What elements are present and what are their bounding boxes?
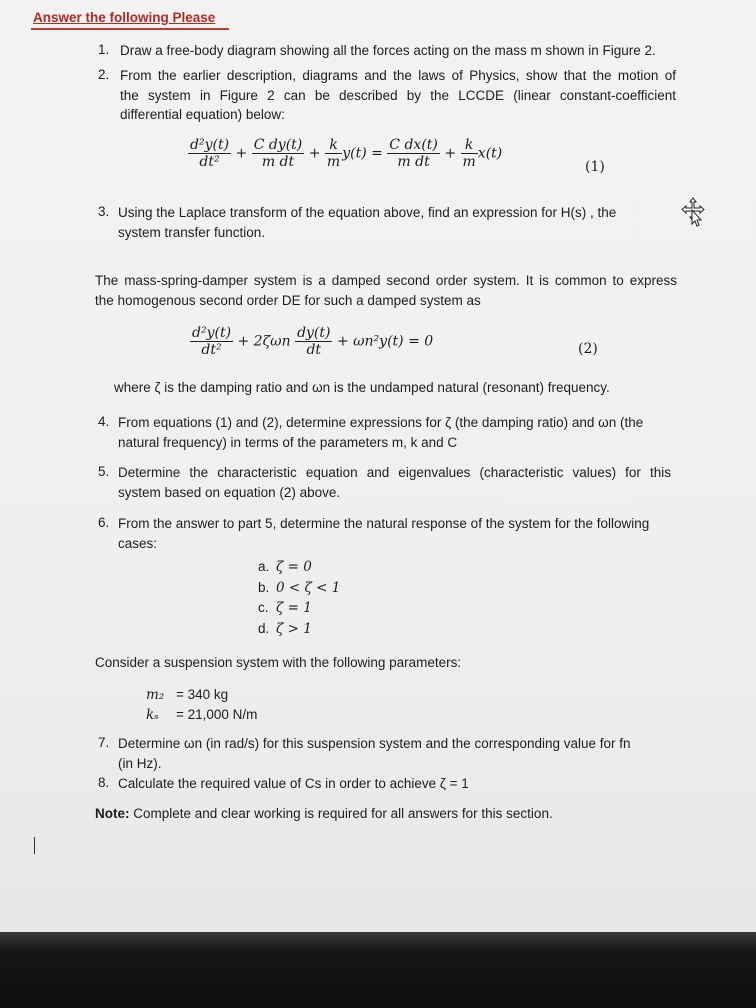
note-label: Note: — [95, 806, 130, 821]
item-7-line-2: (in Hz). — [118, 755, 162, 771]
eq1-term-cdx: $\frac{\text{C dx(t)}}{\text{m dt}}$ — [389, 137, 438, 170]
item-6-line-1: From the answer to part 5, determine the natural response of the system for the following — [118, 516, 650, 531]
item-5-line-1: Determine the characteristic equation and eigenvalues (characteristic values) for this — [118, 465, 671, 480]
item-8-text: Calculate the required value of Cs in order to achieve ζ = 1 — [118, 776, 469, 791]
eq1-term-kx: $\frac{k}{m}$ — [462, 137, 476, 170]
cases-list — [258, 557, 340, 639]
item-4-text — [118, 413, 643, 452]
item-2-number: 2. — [98, 67, 110, 82]
item-5-line-2: system based on equation (2) above. — [118, 484, 341, 500]
case-a: a. ζ = 0 — [258, 559, 312, 575]
eq1-term-d2y: $\frac{\text{d²y(t)}}{\text{dt²}}$ — [190, 137, 230, 170]
item-2-text — [120, 66, 676, 125]
eq1-term-k: $\frac{k}{m}$ — [326, 137, 341, 170]
param-stiffness: kₛ = 21,000 N/m — [146, 707, 258, 723]
item-7-text — [118, 734, 631, 773]
item-4-number: 4. — [98, 414, 110, 429]
item-2-line-1: From the earlier description, diagrams and the laws of Physics, show that the motion of — [120, 68, 676, 83]
eq1-term-cdy: $\frac{\text{C dy(t)}}{\text{m dt}}$ — [253, 137, 303, 170]
case-b: b. 0 < ζ < 1 — [258, 579, 341, 596]
item-6-line-2: cases: — [118, 535, 158, 551]
equation-2: $\frac{\text{d²y(t)}}{\text{dt²}}$ + 2ζωn $\frac{dy(t)}{dt}$ + ωn²y(t) = 0 — [192, 325, 434, 358]
item-3-line-2: system transfer function. — [118, 224, 266, 240]
param-mass: m₂ = 340 kg — [146, 687, 229, 703]
paragraph-line-1: The mass-spring-damper system is a damped second order system. It is common to express — [95, 273, 677, 288]
item-4-line-2: natural frequency) in terms of the parameters m, k and C — [118, 434, 458, 450]
eq2-term-dy: $\frac{dy(t)}{dt}$ — [297, 325, 331, 358]
screen-bezel — [0, 932, 756, 1008]
item-6-number: 6. — [98, 515, 110, 530]
where-line: where ζ is the damping ratio and ωn is the undamped natural (resonant) frequency. — [114, 380, 610, 395]
equation-2-number: (2) — [578, 341, 598, 357]
item-4-line-1: From equations (1) and (2), determine expressions for ζ (the damping ratio) and ωn (the — [118, 415, 644, 430]
note-text: Complete and clear working is required for all answers for this section. — [133, 806, 553, 821]
item-3-text — [118, 203, 616, 242]
item-2-line-3: differential equation) below: — [120, 107, 285, 122]
paragraph-line-2: the homogenous second order DE for such a damped system as — [95, 292, 481, 308]
page-heading: Answer the following Please — [33, 10, 216, 25]
item-3-number: 3. — [98, 204, 110, 219]
item-1-text: Draw a free-body diagram showing all the forces acting on the mass m shown in Figure 2. — [120, 43, 656, 58]
suspension-intro: Consider a suspension system with the following parameters: — [95, 655, 462, 670]
note — [95, 804, 553, 824]
item-8-number: 8. — [98, 775, 110, 790]
text-cursor — [34, 837, 35, 854]
equation-1: $\frac{\text{d²y(t)}}{\text{dt²}}$ + $\frac{\text{C dy(t)}}{\text{m dt}}$ + $\frac{k}{m}$ y(t) = $\frac{\text{C dx(t)}}{\text{m dt}}$ + $\frac{k}{m}$ x(t) — [190, 137, 503, 170]
item-1-number: 1. — [98, 42, 110, 57]
item-3-line-1: Using the Laplace transform of the equation above, find an expression for H(s) , the — [118, 205, 617, 220]
item-7-number: 7. — [98, 735, 110, 750]
item-5-text — [118, 463, 671, 502]
parameter-list — [146, 685, 257, 725]
equation-1-number: (1) — [585, 159, 605, 175]
item-2-line-2: the system in Figure 2 can be described by the LCCDE (linear constant-coefficient — [120, 87, 676, 103]
heading-underline — [31, 28, 229, 30]
case-c: c. ζ = 1 — [258, 600, 312, 616]
item-5-number: 5. — [98, 464, 110, 479]
eq2-term-d2y: $\frac{\text{d²y(t)}}{\text{dt²}}$ — [192, 325, 232, 358]
item-6-text — [118, 514, 649, 553]
case-d: d. ζ > 1 — [258, 620, 312, 637]
move-cursor-icon — [681, 197, 705, 227]
damped-system-paragraph — [95, 271, 677, 310]
item-7-line-1: Determine ωn (in rad/s) for this suspension system and the corresponding value for fn — [118, 736, 631, 751]
